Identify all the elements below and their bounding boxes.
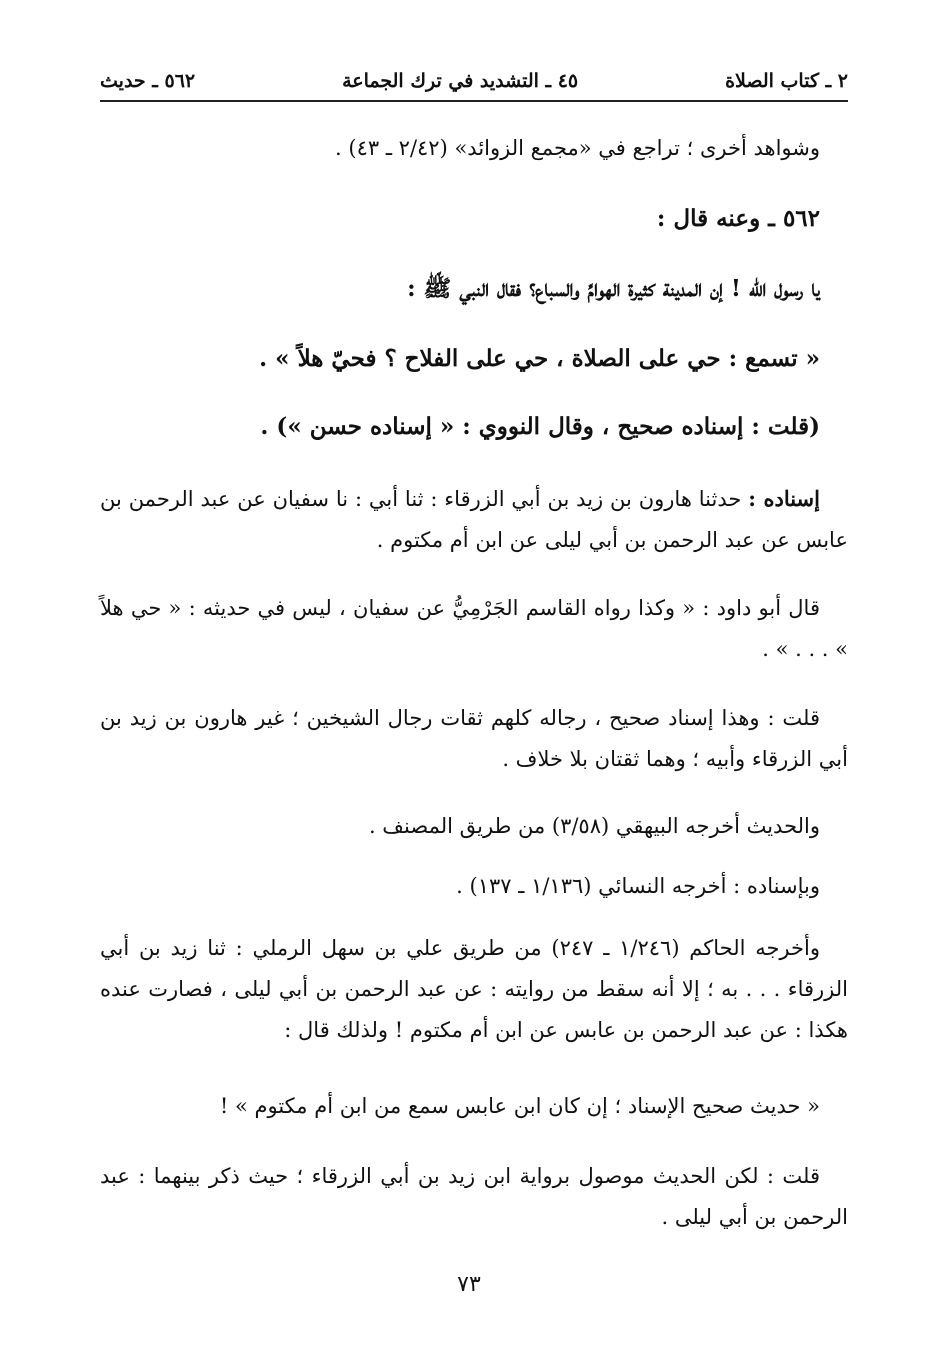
- hadith-heading: ٥٦٢ ـ وعنه قال :: [656, 205, 820, 232]
- paragraph-conclusion: قلت : لكن الحديث موصول برواية ابن زيد بن أبي الزرقاء ؛ حيث ذكر بينهما : عبد الرحمن بن أبي ليلى .: [100, 1164, 848, 1229]
- paragraph-abu-dawud: قال أبو داود : « وكذا رواه القاسم الجَرْمِيُّ عن سفيان ، ليس في حديثه : « حي هلاً » . . . » .: [100, 596, 848, 661]
- hadith-grading: (قلت : إسناده صحيح ، وقال النووي : « إسناده حسن ») .: [260, 413, 820, 440]
- paragraph-assessment: قلت : وهذا إسناد صحيح ، رجاله كلهم ثقات رجال الشيخين ؛ غير هارون بن زيد بن أبي الزرقاء وأبيه ؛ وهما ثقتان بلا خلاف .: [100, 706, 848, 771]
- isnad-label: إسناده :: [748, 486, 820, 511]
- header-section: ٤٥ ـ التشديد في ترك الجماعة: [342, 70, 579, 92]
- hadith-text-answer: « تسمع : حي على الصلاة ، حي على الفلاح ؟ فحيّ هلاً » .: [259, 345, 820, 372]
- paragraph-nasai: وبإسناده : أخرجه النسائي (١/١٣٦ ـ ١٣٧) .: [456, 874, 820, 898]
- running-header: [100, 62, 848, 102]
- paragraph-shawahid: وشواهد أخرى ؛ تراجع في «مجمع الزوائد» (٢/٤٢ ـ ٤٣) .: [335, 136, 820, 160]
- paragraph-hakim: وأخرجه الحاكم (١/٢٤٦ ـ ٢٤٧) من طريق علي بن سهل الرملي : ثنا زيد بن أبي الزرقاء . . . به ؛ إلا أنه سقط من روايته : عن عبد الرحمن بن أبي ليلى ، فصارت عنده هكذا : عن عبد الرحمن بن عابس عن ابن أم مكتوم ! ولذلك قال :: [100, 936, 848, 1042]
- paragraph-isnad: [100, 478, 848, 561]
- paragraph-bayhaqi: والحديث أخرجه البيهقي (٣/٥٨) من طريق المصنف .: [368, 814, 820, 838]
- isnad-text: حدثنا هارون بن زيد بن أبي الزرقاء : ثنا أبي : نا سفيان عن عبد الرحمن بن عابس عن عبد الرحمن بن أبي ليلى عن ابن أم مكتوم .: [100, 487, 848, 552]
- header-hadith-number: ٥٦٢ ـ حديث: [100, 70, 196, 92]
- page-number: ٧٣: [457, 1272, 481, 1297]
- header-chapter: ٢ ـ كتاب الصلاة: [725, 70, 848, 92]
- hadith-text-question: يا رسول الله ! إن المدينة كثيرة الهوامِّ والسباع؟ فقال النبي ﷺ :: [407, 275, 820, 302]
- paragraph-hakim-quote: « حديث صحيح الإسناد ؛ إن كان ابن عابس سمع من ابن أم مكتوم » !: [219, 1094, 820, 1118]
